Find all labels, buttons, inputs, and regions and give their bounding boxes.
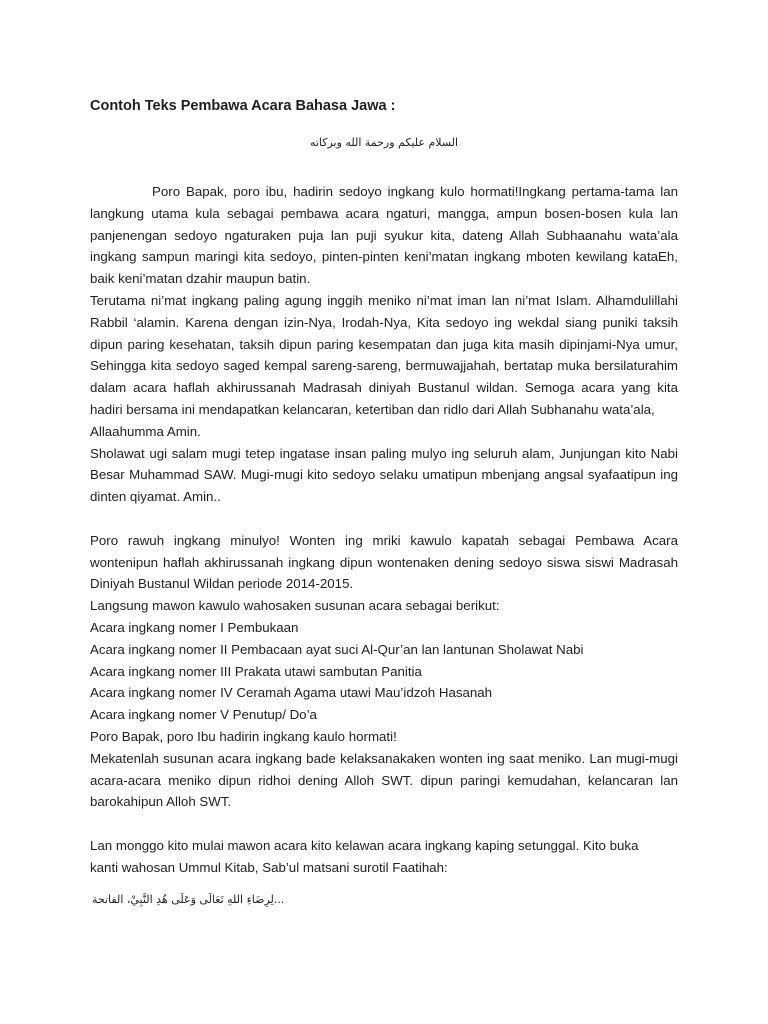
paragraph-sholawat: Sholawat ugi salam mugi tetep ingatase insan paling mulyo ing seluruh alam, Junjungan kito Nabi Besar Muhammad SAW. Mugi-mugi kito sedoyo selaku umatipun mbenjang angsal syafaatipun ing dinten qiyamat. Amin.. (90, 445, 678, 505)
paragraph-greeting: Poro Bapak, poro Ibu hadirin ingkang kaulo hormati! (90, 728, 397, 744)
paragraph-opening: Poro Bapak, poro ibu, hadirin sedoyo ingkang kulo hormati!Ingkang pertama-tama lan langkung utama kula sebagai pembawa acara ngaturi, mangga, ampun bosen-bosen kula lan panjenengan sedoyo ngaturaken puja lan puji syukur kita, dateng Allah Subhaanahu wata’ala ingkang sampun maringi kita sedoyo, pinten-pinten keni’matan ingkang mboten kewilang kataEh, baik keni’matan dzahir maupun batin. (90, 184, 678, 287)
paragraph-susunan-intro: Langsung mawon kawulo wahosaken susunan acara sebagai berikut: (90, 598, 500, 614)
acara-item: Acara ingkang nomer II Pembacaan ayat suci Al-Qur’an lan lantunan Sholawat Nabi (90, 641, 584, 657)
paragraph-amin: Allaahumma Amin. (90, 423, 201, 439)
acara-item: Acara ingkang nomer IV Ceramah Agama utawi Mau’idzoh Hasanah (90, 685, 493, 701)
closing-arabic: لِرِضَاءِ اللهِ تَعَالَى وَعَلَى هُدِ النَّبِيْ، الفاتحة... (92, 893, 285, 906)
acara-item: Acara ingkang nomer V Penutup/ Do’a (90, 707, 317, 723)
paragraph-rawuh: Poro rawuh ingkang minulyo! Wonten ing mriki kawulo kapatah sebagai Pembawa Acara wontenipun haflah akhirussanah ingkang dipun wontenaken dening sedoyo siswa siswi Madrasah Diniyah Bustanul Wildan periode 2014-2015. (90, 532, 678, 592)
paragraph-syukur: Terutama ni’mat ingkang paling agung inggih meniko ni’mat iman lan ni’mat Islam. Alhamdulillahi Rabbil ‘alamin. Karena dengan izin-Nya, Irodah-Nya, Kita sedoyo ing wekdal siang puniki taksih dipun paring kesehatan, taksih dipun paring kesempatan dan juga kita masih dipinjami-Nya umur, Sehingga kita sedoyo saged kempal sareng-sareng, bermuwajjahah, bertatap muka bersilaturahim dalam acara haflah akhirussanah Madrasah diniyah Bustanul wildan. Semoga acara yang kita hadiri bersama ini mendapatkan kelancaran, ketertiban dan ridlo dari Allah Subhanahu wata’ala, (90, 292, 678, 417)
document-body (90, 181, 678, 879)
paragraph-mulai-line2: kanti wahosan Ummul Kitab, Sab’ul matsani surotil Faatihah: (90, 859, 448, 875)
acara-item: Acara ingkang nomer III Prakata utawi sambutan Panitia (90, 663, 422, 679)
acara-item: Acara ingkang nomer I Pembukaan (90, 619, 299, 635)
salam-arabic: السلام عليكم ورحمة الله وبركاته (309, 136, 459, 149)
document-title: Contoh Teks Pembawa Acara Bahasa Jawa : (90, 98, 396, 114)
paragraph-mulai-line1: Lan monggo kito mulai mawon acara kito kelawan acara ingkang kaping setunggal. Kito buka (90, 837, 639, 853)
paragraph-mekatenlah: Mekatenlah susunan acara ingkang bade kelaksanakaken wonten ing saat meniko. Lan mugi-mugi acara-acara meniko dipun ridhoi dening Alloh SWT. dipun paringi kemudahan, kelancaran lan barokahipun Alloh SWT. (90, 750, 678, 810)
